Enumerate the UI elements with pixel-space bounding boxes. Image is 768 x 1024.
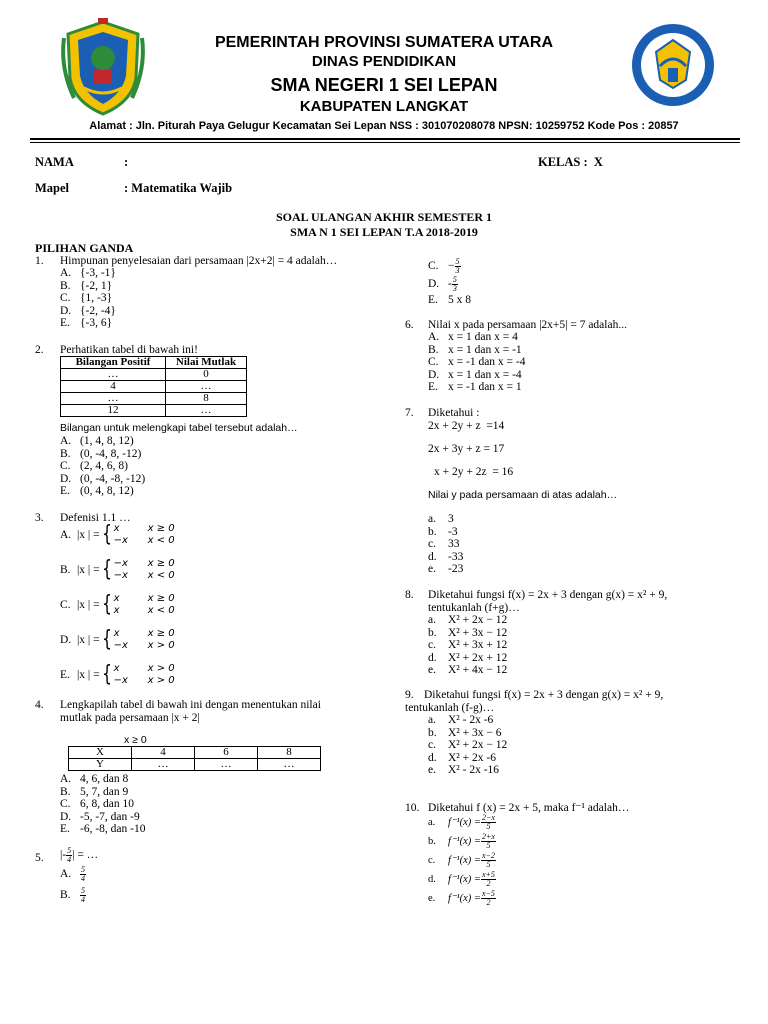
q7-option-letter: e. [428,563,436,576]
q10-denominator: 5 [486,841,491,850]
q4-option [60,822,145,835]
q4-option-letter: B. [60,785,71,798]
q3-text: Defenisi 1.1 … [60,512,131,524]
q10-numerator: x+5 [481,870,495,879]
q8-option [428,651,507,664]
q5-bar: |- [60,849,67,862]
q6-option-letter: A. [428,331,440,343]
nama-label: NAMA [35,155,74,169]
q3-options [60,523,260,698]
q8-options [428,613,507,676]
q3-case-condition: x < 0 [147,605,175,616]
q10-option [428,833,496,852]
q3-abs-prefix: |x | = [77,668,100,681]
q7-options [428,512,463,575]
q10-lhs: f⁻¹(x) = [448,893,481,905]
q3-option-letter: A. [60,528,72,541]
q4-cell-x: 4 [132,747,195,759]
q10-option [428,871,496,890]
q10-fraction [481,814,496,831]
q4-option-letter: A. [60,773,72,785]
q9-option-text: X² - 2x -16 [448,764,500,777]
q3-option [60,558,260,593]
q7-option-text: 33 [448,538,460,551]
q3-case-row [114,605,175,617]
q4-option [60,810,145,823]
q9-option [428,751,507,764]
q5-c-label: C. [428,260,439,273]
q5-option-a [60,866,86,883]
q1-option-text: {-3, -1} [80,267,116,279]
q10-denominator: 5 [486,822,491,831]
q10-number: 10. [405,802,420,814]
q3-case-row [114,535,175,547]
q8-option-text: X² + 2x + 12 [448,651,508,664]
q6-text: Nilai x pada persamaan |2x+5| = 7 adalah... [428,319,627,331]
q8-option [428,638,507,651]
mapel-label: Mapel [35,181,70,195]
q8-option [428,663,507,676]
q2-option-letter: E. [60,485,70,498]
q5-d-sign: - [448,278,452,291]
q10-fraction [481,890,496,907]
q3-case-value: −x [113,640,128,651]
q6-option-letter: D. [428,368,440,381]
q8-option [428,626,507,639]
q3-abs-prefix: |x | = [77,633,100,646]
q3-case-condition: x ≥ 0 [147,593,175,604]
q10-numerator: x−2 [481,851,495,860]
q5-option-e [428,293,471,307]
q1-options [60,266,116,329]
q4-cell-y: Y [69,759,132,771]
q1-option [60,266,116,279]
q2-option-letter: C. [60,460,71,473]
q9-option-text: X² + 3x − 6 [448,726,502,739]
header-line2: DINAS PENDIDIKAN [311,53,457,70]
q4-options [60,772,145,835]
q3-case-value: x [113,628,120,639]
q1-text: Himpunan penyelesaian dari persamaan |2x+2| = 4 adalah… [60,255,338,267]
q10-fraction [481,871,496,888]
left-brace-icon: { [101,557,112,582]
q4-condition: x ≥ 0 [124,734,147,746]
q7-option [428,550,463,563]
q1-option [60,316,116,329]
q7-number: 7. [405,407,414,419]
q10-option-letter: a. [428,817,436,829]
q7-option [428,525,463,538]
q9-option [428,726,507,739]
q1-option-text: {1, -3} [80,292,113,305]
q5-a-den: 4 [81,874,85,883]
q2-cell: … [166,405,247,417]
q4-cell-x: 8 [258,747,321,759]
q8-text-2: tentukanlah (f+g)… [428,602,520,614]
q3-number: 3. [35,512,44,524]
q3-option-letter: C. [60,598,71,611]
q2-option [60,459,145,472]
school-name: SMA NEGERI 1 SEI LEPAN [270,75,498,95]
q10-option [428,852,496,871]
q10-denominator: 2 [486,898,491,907]
q7-option-letter: b. [428,525,437,538]
q5-a-num: 5 [81,865,85,874]
q3-option [60,523,260,558]
q7-eq2: 2x + 3y + z = 17 [428,443,505,455]
q4-option-letter: C. [60,798,71,811]
q5-c-sign: − [448,260,455,273]
q3-case-condition: x < 0 [147,570,175,581]
q5-a-label: A. [60,868,72,881]
q10-numerator: x−5 [481,889,495,898]
q2-number: 2. [35,344,44,356]
q10-option-letter: d. [428,874,436,886]
q3-case-row [114,675,175,687]
q2-header-0: Bilangan Positif [61,357,166,369]
q5-e-label: E. [428,294,438,306]
q4-option-text: 5, 7, dan 9 [80,785,129,798]
q4-option-letter: E. [60,823,70,836]
q9-options [428,713,507,776]
q10-option [428,890,496,909]
q1-option [60,279,116,292]
q1-option-letter: C. [60,292,71,305]
q5-option-b [60,887,86,904]
q4-cell-y: … [132,759,195,771]
q4-number: 4. [35,699,44,711]
q2-option-text: (0, -4, -8, -12) [80,472,146,485]
left-brace-icon: { [101,662,112,687]
q3-cases [114,663,175,687]
q8-option-text: X² + 3x − 12 [448,626,508,639]
q7-text: Diketahui : [428,407,480,419]
left-brace-icon: { [101,592,112,617]
q6-option-letter: B. [428,343,439,356]
q3-option-letter: E. [60,668,70,681]
header-line4: KABUPATEN LANGKAT [299,98,469,115]
q5-tail: | = … [72,849,99,862]
q6-option-text: x = 1 dan x = -4 [448,368,522,381]
q8-number: 8. [405,589,414,601]
header-divider [30,138,740,143]
q2-option [60,447,145,460]
q2-cell: … [61,369,166,381]
q3-option [60,593,260,628]
q5-c-num: 5 [455,257,460,266]
q2-option-text: (1, 4, 8, 12) [80,435,134,447]
mapel-value: : Matematika Wajib [124,181,233,195]
q3-case-condition: x ≥ 0 [147,523,175,534]
q10-option-letter: e. [428,893,436,905]
q1-option-text: {-2, 1} [80,279,113,292]
q3-case-value: −x [113,675,128,686]
q6-option [428,343,526,356]
q3-option [60,628,260,663]
q10-lhs: f⁻¹(x) = [448,817,481,829]
q2-cell: 0 [166,369,247,381]
q3-case-row [114,663,175,675]
q1-option [60,304,116,317]
q3-case-condition: x > 0 [147,640,175,651]
q2-option-letter: D. [60,472,72,485]
section-title: PILIHAN GANDA [35,241,134,255]
q3-option-letter: B. [60,563,71,576]
q5-e-text: 5 x 8 [448,294,471,306]
q10-denominator: 5 [486,860,491,869]
q2-option-text: (2, 4, 6, 8) [80,460,128,473]
q6-option [428,355,526,368]
q1-option-letter: D. [60,304,72,317]
q1-option-text: {-2, -4} [80,304,116,317]
q10-fraction [481,852,496,869]
q5-b-den: 4 [81,895,85,904]
q2-options [60,434,145,497]
q3-case-value: x [113,593,120,604]
q3-case-condition: x ≥ 0 [147,628,175,639]
q2-cell: 4 [61,381,166,393]
q7-option-text: -23 [448,563,464,576]
q3-case-row [114,628,175,640]
q4-cell-y: … [258,759,321,771]
q3-case-condition: x < 0 [147,535,175,546]
q4-option-text: 4, 6, dan 8 [80,773,129,785]
q10-numerator: 2+x [481,832,495,841]
q9-option-letter: e. [428,764,436,777]
q9-option-text: X² - 2x -6 [448,714,494,726]
q5-d-num: 5 [452,275,457,284]
q2-option-letter: B. [60,447,71,460]
q8-option [428,613,507,626]
q8-option-text: X² + 4x − 12 [448,664,508,677]
q8-option-letter: a. [428,614,436,626]
q6-number: 6. [405,319,414,331]
q2-text: Perhatikan tabel di bawah ini! [60,344,198,356]
q4-option [60,785,145,798]
q4-cell-y: … [195,759,258,771]
kelas-label: KELAS : X [538,155,603,169]
q3-case-condition: x ≥ 0 [147,558,175,569]
q7-question: Nilai y pada persamaan di atas adalah… [428,489,618,501]
q9-option-text: X² + 2x -6 [448,751,496,764]
q10-lhs: f⁻¹(x) = [448,855,481,867]
q9-option-letter: a. [428,714,436,726]
q2-table [60,356,247,417]
q5-d-den: 3 [452,284,457,293]
q2-cell: 8 [166,393,247,405]
q8-option-text: X² + 3x + 12 [448,639,508,652]
q4-option-letter: D. [60,810,72,823]
q9-option [428,763,507,776]
q6-option-text: x = -1 dan x = 1 [448,381,522,394]
q3-cases [114,523,175,547]
q4-text-1: Lengkapilah tabel di bawah ini dengan menentukan nilai [60,699,321,711]
q2-cell: … [166,381,247,393]
q7-option [428,537,463,550]
q8-option-text: X² + 2x − 12 [448,614,508,626]
q6-option-text: x = 1 dan x = -1 [448,343,522,356]
q2-option [60,434,145,447]
q4-option [60,797,145,810]
q2-option [60,484,145,497]
q9-option-letter: d. [428,751,437,764]
q9-option [428,738,507,751]
q2-cell: … [61,393,166,405]
q6-option-letter: C. [428,356,439,369]
q4-cell-x: X [69,747,132,759]
q6-option [428,380,526,393]
q6-option [428,368,526,381]
q7-option-letter: c. [428,538,436,551]
q6-options [428,330,526,393]
q3-case-value: −x [113,570,128,581]
q1-option-letter: A. [60,267,72,279]
q3-case-row [114,593,175,605]
q3-abs-prefix: |x | = [77,563,100,576]
q3-cases [114,593,175,617]
q6-option [428,330,526,343]
q10-fraction [481,833,496,850]
q7-option-letter: d. [428,550,437,563]
q2-after: Bilangan untuk melengkapi tabel tersebut adalah… [60,422,298,434]
q1-number: 1. [35,255,44,267]
q7-option [428,512,463,525]
q2-option-text: (0, 4, 8, 12) [80,485,134,498]
q1-option-letter: E. [60,317,70,330]
q7-eq1: 2x + 2y + z =14 [428,420,505,432]
q5-option-c [428,258,461,275]
q2-option-letter: A. [60,435,72,447]
q7-option-text: -3 [448,525,458,538]
q3-case-row [114,640,175,652]
q3-cases [114,558,175,582]
nama-colon: : [124,155,129,169]
q7-option-letter: a. [428,513,436,525]
q5-option-d [428,276,458,293]
exam-title-1: SOAL ULANGAN AKHIR SEMESTER 1 [275,210,493,224]
q8-option-letter: d. [428,651,437,664]
q10-option [428,814,496,833]
q4-option-text: 6, 8, dan 10 [80,798,134,811]
q10-denominator: 2 [486,879,491,888]
left-brace-icon: { [101,627,112,652]
q7-option-text: -33 [448,550,464,563]
q10-text: Diketahui f (x) = 2x + 5, maka f⁻¹ adalah… [428,802,630,814]
q3-cases [114,628,175,652]
q4-text-2: mutlak pada persamaan |x + 2| [60,712,200,724]
q10-numerator: 2−x [481,813,495,822]
q3-case-row [114,523,175,535]
q4-option-text: -5, -7, dan -9 [80,810,140,823]
q5-b-num: 5 [81,886,85,895]
q5-number: 5. [35,852,44,864]
q10-lhs: f⁻¹(x) = [448,874,481,886]
q10-option-letter: b. [428,836,436,848]
q9-option-letter: c. [428,739,436,752]
q4-option-text: -6, -8, dan -10 [80,823,146,836]
q4-option [60,772,145,785]
q1-option-text: {-3, 6} [80,317,113,330]
q3-abs-prefix: |x | = [77,528,100,541]
q2-header-1: Nilai Mutlak [166,357,247,369]
q9-text-2: tentukanlah (f-g)… [405,702,495,714]
q3-option [60,663,260,698]
q2-cell: 12 [61,405,166,417]
q3-case-row [114,558,175,570]
q3-case-condition: x > 0 [147,675,175,686]
q3-case-value: x [113,663,120,674]
q2-option [60,472,145,485]
q7-eq3: x + 2y + 2z = 16 [434,466,514,478]
q6-option-text: x = -1 dan x = -4 [448,356,526,369]
q10-options [428,814,496,909]
header-address: Alamat : Jln. Piturah Paya Gelugur Kecamatan Sei Lepan NSS : 301070208078 NPSN: 10259752 Kode Pos : 20857 [89,120,679,132]
q8-text: Diketahui fungsi f(x) = 2x + 3 dengan g(x) = x² + 9, [428,589,668,601]
q3-case-value: −x [113,535,128,546]
q9-text: Diketahui fungsi f(x) = 2x + 3 dengan g(x) = x² + 9, [424,689,664,701]
q3-case-value: x [113,523,120,534]
q8-option-letter: b. [428,626,437,639]
q3-case-condition: x > 0 [147,663,175,674]
q8-option-letter: e. [428,664,436,677]
q1-option [60,291,116,304]
q3-case-value: x [113,605,120,616]
q6-option-text: x = 1 dan x = 4 [448,331,518,343]
q3-abs-prefix: |x | = [77,598,100,611]
exam-title-2: SMA N 1 SEI LEPAN T.A 2018-2019 [290,225,478,239]
q5-c-den: 3 [455,266,460,275]
q3-case-row [114,570,175,582]
q3-case-value: −x [113,558,128,569]
q4-table [68,746,321,771]
q6-option-letter: E. [428,381,438,394]
q1-option-letter: B. [60,279,71,292]
q9-option-text: X² + 2x − 12 [448,739,508,752]
q10-lhs: f⁻¹(x) = [448,836,481,848]
q8-option-letter: c. [428,639,436,652]
q9-option [428,713,507,726]
q9-number: 9. [405,689,414,701]
header-line1: PEMERINTAH PROVINSI SUMATERA UTARA [214,34,554,51]
q3-option-letter: D. [60,633,72,646]
q5-d-label: D. [428,278,440,291]
q7-option-text: 3 [448,513,454,525]
q5-num: 5 [67,846,72,855]
q5-text [60,847,98,864]
q5-b-label: B. [60,889,71,902]
q4-cell-x: 6 [195,747,258,759]
q9-option-letter: b. [428,726,437,739]
left-brace-icon: { [101,522,112,547]
q10-option-letter: c. [428,855,436,867]
q2-option-text: (0, -4, 8, -12) [80,447,142,460]
q7-option [428,562,463,575]
q5-den: 4 [67,855,72,864]
